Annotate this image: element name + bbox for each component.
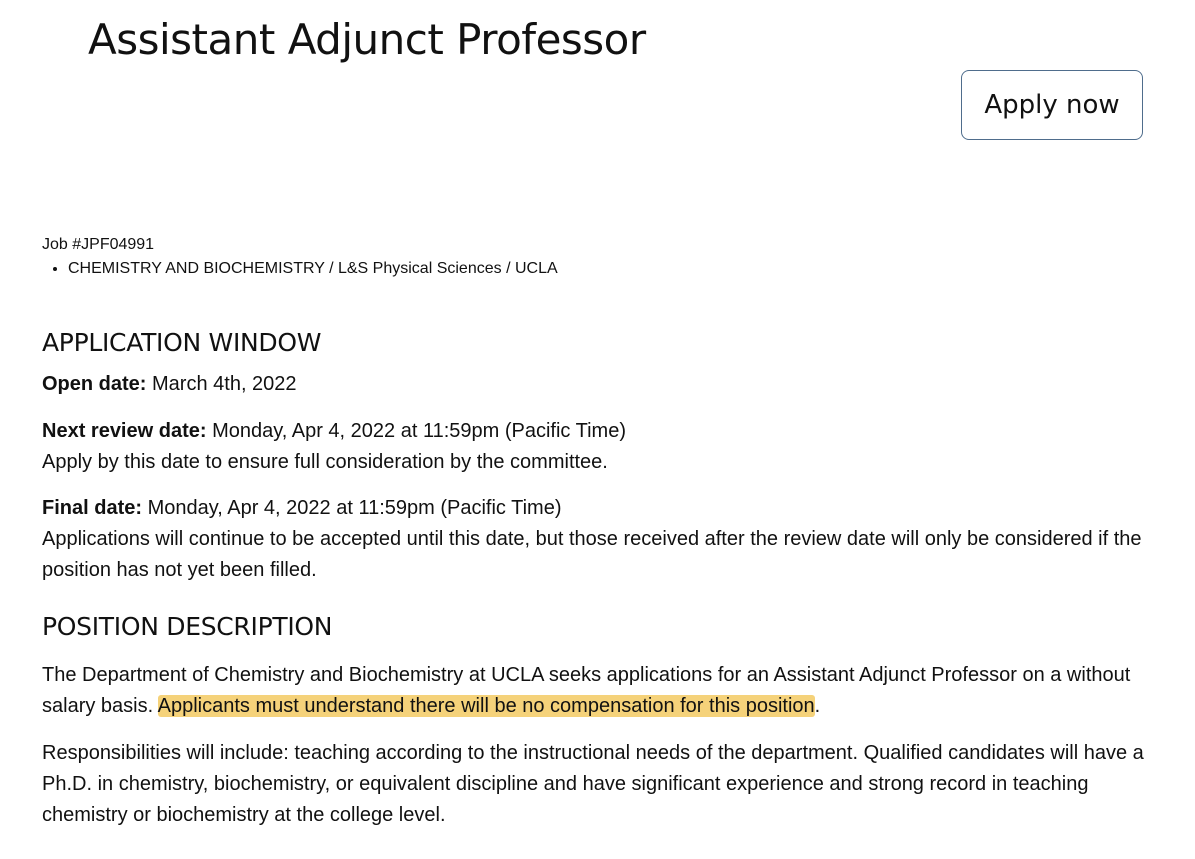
- page-title: Assistant Adjunct Professor: [88, 15, 646, 64]
- main-content: [42, 326, 1167, 831]
- job-meta: [42, 234, 558, 280]
- open-date: [42, 369, 1167, 400]
- next-review-date: [42, 416, 1167, 478]
- job-number: Job #JPF04991: [42, 236, 155, 253]
- apply-now-button[interactable]: Apply now: [961, 70, 1143, 140]
- department-list: [42, 258, 558, 280]
- position-paragraph-1: [42, 660, 1167, 722]
- position-intro-end: .: [814, 695, 821, 717]
- open-date-value: March 4th, 2022: [152, 373, 297, 395]
- final-date-label: Final date:: [42, 497, 143, 519]
- final-date-note: Applications will continue to be accepted until this date, but those received after the review date will only be considered if the position has not yet been filled.: [42, 528, 1142, 581]
- next-review-value: Monday, Apr 4, 2022 at 11:59pm (Pacific Time): [212, 420, 626, 442]
- final-date: [42, 493, 1167, 586]
- position-paragraph-2: Responsibilities will include: teaching according to the instructional needs of the department. Qualified candidates will have a Ph.D. in chemistry, biochemistry, or equivalent discipline and have significant experience and strong record in teaching chemistry or biochemistry at the college level.: [42, 742, 1144, 826]
- open-date-label: Open date:: [42, 373, 147, 395]
- compensation-highlight: Applicants must understand there will be no compensation for this position: [157, 695, 815, 717]
- application-window-heading: APPLICATION WINDOW: [42, 328, 322, 357]
- department-path: • CHEMISTRY AND BIOCHEMISTRY / L&S Physical Sciences / UCLA: [68, 258, 558, 280]
- next-review-label: Next review date:: [42, 420, 207, 442]
- final-date-value: Monday, Apr 4, 2022 at 11:59pm (Pacific Time): [147, 497, 562, 519]
- position-description-heading: POSITION DESCRIPTION: [42, 612, 333, 641]
- next-review-note: Apply by this date to ensure full consideration by the committee.: [42, 451, 608, 473]
- position-intro-text: The Department of Chemistry and Biochemistry at UCLA seeks applications for an Assistant Adjunct Professor on a without salary basis.: [42, 664, 1131, 717]
